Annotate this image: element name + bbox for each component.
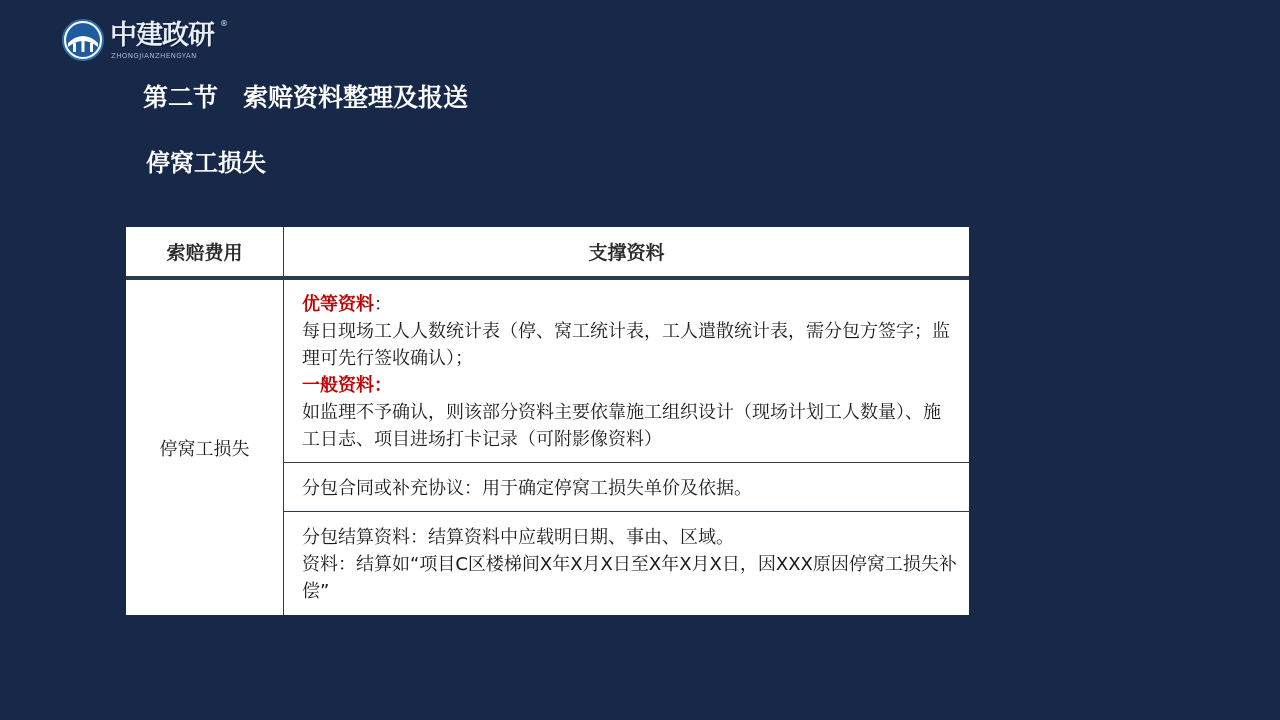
table-cell-materials bbox=[302, 291, 957, 453]
preferred-label: 优等资料 bbox=[302, 294, 374, 315]
column-divider bbox=[283, 227, 284, 615]
table-row-label: 停窝工损失 bbox=[159, 438, 250, 460]
logo-subtitle: ZHONGJIANZHENGYAN bbox=[111, 52, 197, 60]
table-cell-contract: 分包合同或补充协议：用于确定停窝工损失单价及依据。 bbox=[302, 478, 752, 499]
page-subtitle: 停窝工损失 bbox=[146, 149, 266, 177]
claim-materials-table bbox=[126, 227, 969, 615]
logo-name: 中建政研 bbox=[110, 20, 214, 51]
company-logo bbox=[62, 19, 242, 65]
table-header-claim-cost: 索赔费用 bbox=[166, 242, 243, 264]
preferred-materials-heading bbox=[302, 291, 957, 318]
preferred-materials-text: 每日现场工人人数统计表（停、窝工统计表，工人遣散统计表，需分包方签字；监理可先行签收确认）； bbox=[302, 321, 950, 369]
row-divider bbox=[284, 511, 969, 512]
section-title: 第二节 索赔资料整理及报送 bbox=[143, 83, 469, 112]
settlement-line-2: 资料：结算如“项目C区楼梯间X年X月X日至X年X月X日，因XXX原因停窝工损失补偿” bbox=[302, 554, 957, 602]
logo-registered-mark: ® bbox=[220, 19, 228, 28]
table-cell-settlement bbox=[302, 524, 957, 605]
preferred-colon: ： bbox=[374, 294, 392, 315]
general-materials-label: 一般资料： bbox=[302, 375, 392, 396]
row-divider bbox=[284, 462, 969, 463]
general-materials-text: 如监理不予确认，则该部分资料主要依靠施工组织设计（现场计划工人数量）、施工日志、项目进场打卡记录（可附影像资料） bbox=[302, 402, 941, 450]
logo-emblem-icon bbox=[62, 19, 104, 61]
settlement-line-1: 分包结算资料：结算资料中应载明日期、事由、区域。 bbox=[302, 527, 734, 548]
table-header-supporting-materials: 支撑资料 bbox=[588, 242, 665, 264]
